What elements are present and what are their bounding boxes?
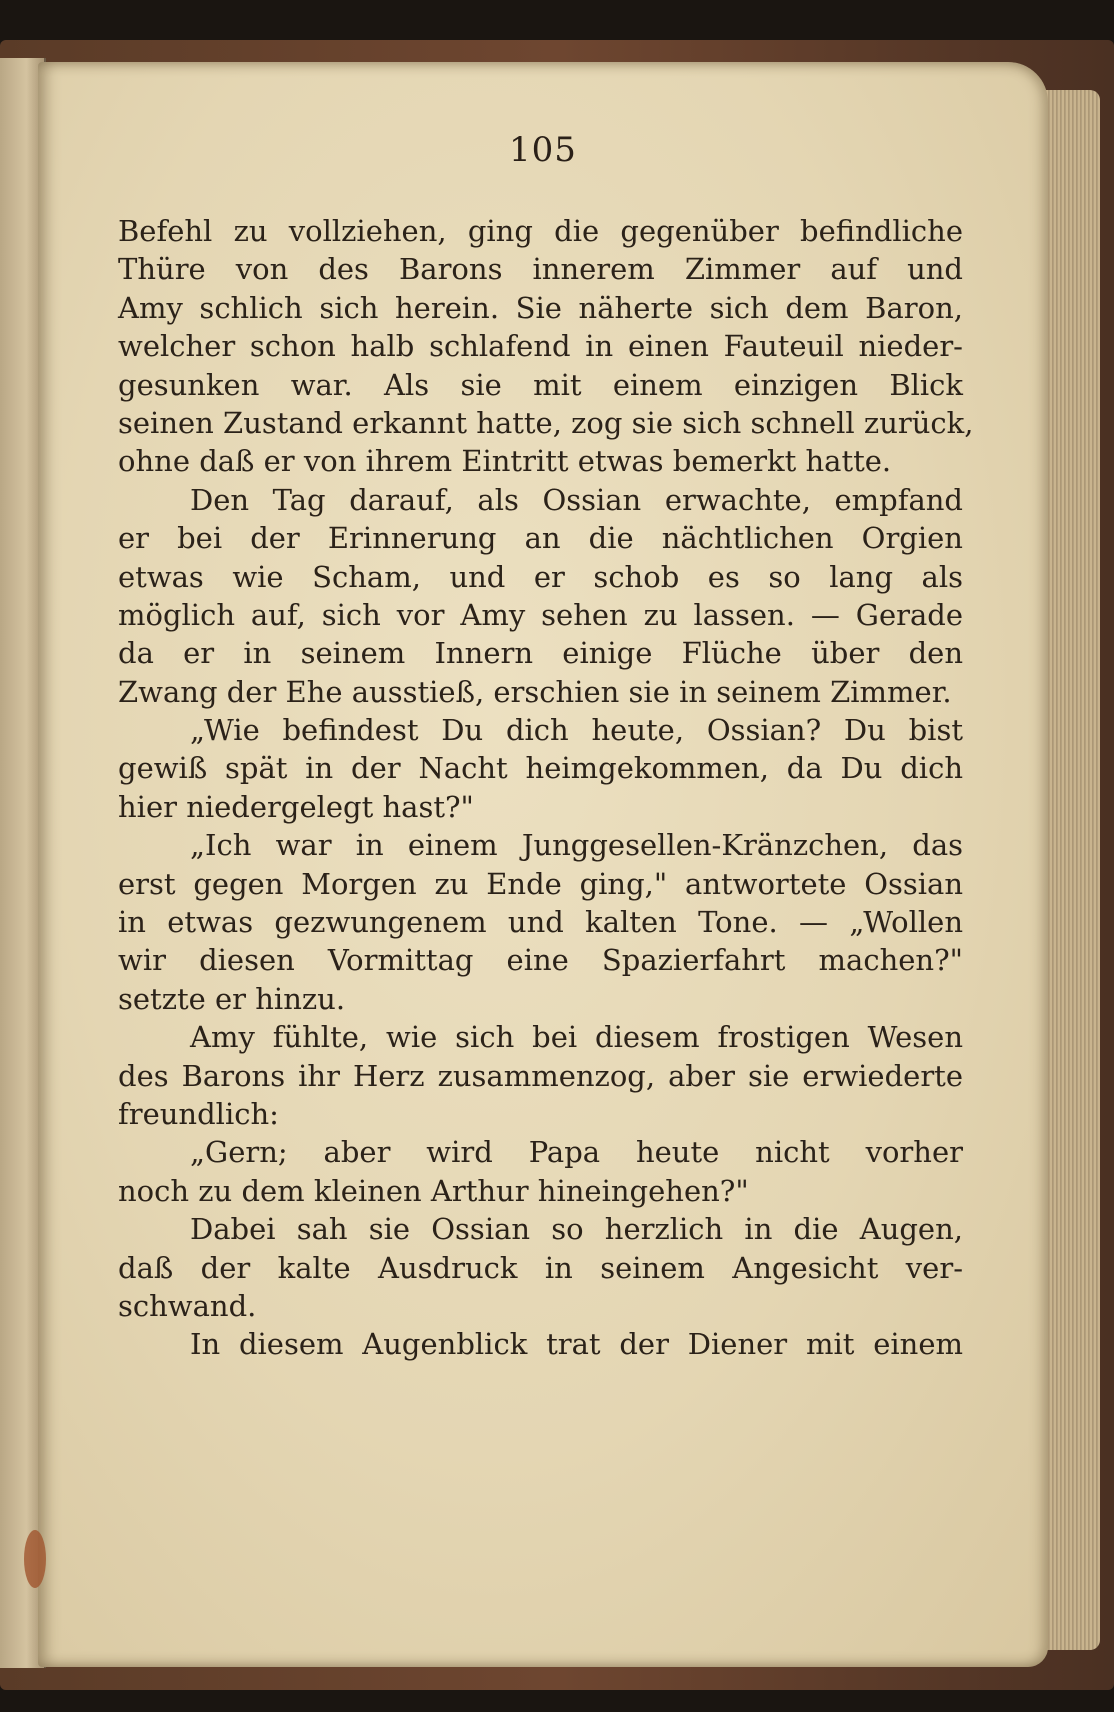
- text-line: Befehl zu vollziehen, ging die gegenüber befindliche: [118, 214, 963, 248]
- text-line: setzte er hinzu.: [118, 981, 346, 1016]
- text-line: wir diesen Vormittag eine Spazierfahrt machen?": [118, 943, 963, 978]
- text-line: gewiß spät in der Nacht heimgekommen, da Du dich: [118, 751, 963, 786]
- text-line: er bei der Erinnerung an die nächtlichen Orgien: [118, 521, 963, 556]
- page-number: 105: [509, 130, 577, 170]
- text-line: noch zu dem kleinen Arthur hineingehen?": [118, 1173, 749, 1208]
- page-edges: [1042, 90, 1100, 1650]
- text-line: Thüre von des Barons innerem Zimmer auf und: [118, 252, 963, 287]
- text-line: Dabei sah sie Ossian so herzlich in die Augen,: [190, 1212, 963, 1247]
- text-line: In diesem Augenblick trat der Diener mit einem: [190, 1327, 963, 1362]
- text-line: welcher schon halb schlafend in einen Fauteuil nieder-: [118, 329, 963, 364]
- text-line: in etwas gezwungenem und kalten Tone. — „Wollen: [118, 905, 963, 940]
- text-line: erst gegen Morgen zu Ende ging," antwortete Ossian: [118, 866, 963, 901]
- book-page: [38, 62, 1048, 1667]
- text-line: Amy fühlte, wie sich bei diesem frostigen Wesen: [190, 1020, 963, 1055]
- text-line: da er in seinem Innern einige Flüche über den: [118, 636, 963, 671]
- text-line: ohne daß er von ihrem Eintritt etwas bemerkt hatte.: [118, 444, 892, 479]
- text-line: etwas wie Scham, und er schob es so lang als: [118, 559, 963, 594]
- text-line: „Wie befindest Du dich heute, Ossian? Du bist: [190, 713, 963, 748]
- text-line: „Gern; aber wird Papa heute nicht vorher: [190, 1135, 963, 1170]
- text-line: seinen Zustand erkannt hatte, zog sie sich schnell zurück,: [118, 405, 974, 440]
- text-line: hier niedergelegt hast?": [118, 789, 474, 824]
- text-line: Amy schlich sich herein. Sie näherte sich dem Baron,: [118, 290, 963, 325]
- text-line: Den Tag darauf, als Ossian erwachte, empfand: [190, 482, 963, 517]
- text-line: schwand.: [118, 1288, 257, 1323]
- text-line: Zwang der Ehe ausstieß, erschien sie in seinem Zimmer.: [118, 674, 952, 709]
- text-line: möglich auf, sich vor Amy sehen zu lassen. — Gerade: [118, 597, 963, 632]
- text-line: des Barons ihr Herz zusammenzog, aber sie erwiederte: [118, 1058, 963, 1093]
- text-line: gesunken war. Als sie mit einem einzigen Blick: [118, 367, 963, 402]
- text-line: „Ich war in einem Junggesellen-Kränzchen, das: [190, 828, 963, 863]
- page-stain: [24, 1530, 46, 1588]
- text-line: daß der kalte Ausdruck in seinem Angesicht ver-: [118, 1250, 963, 1285]
- body-text: [118, 212, 974, 1364]
- text-line: freundlich:: [118, 1096, 279, 1131]
